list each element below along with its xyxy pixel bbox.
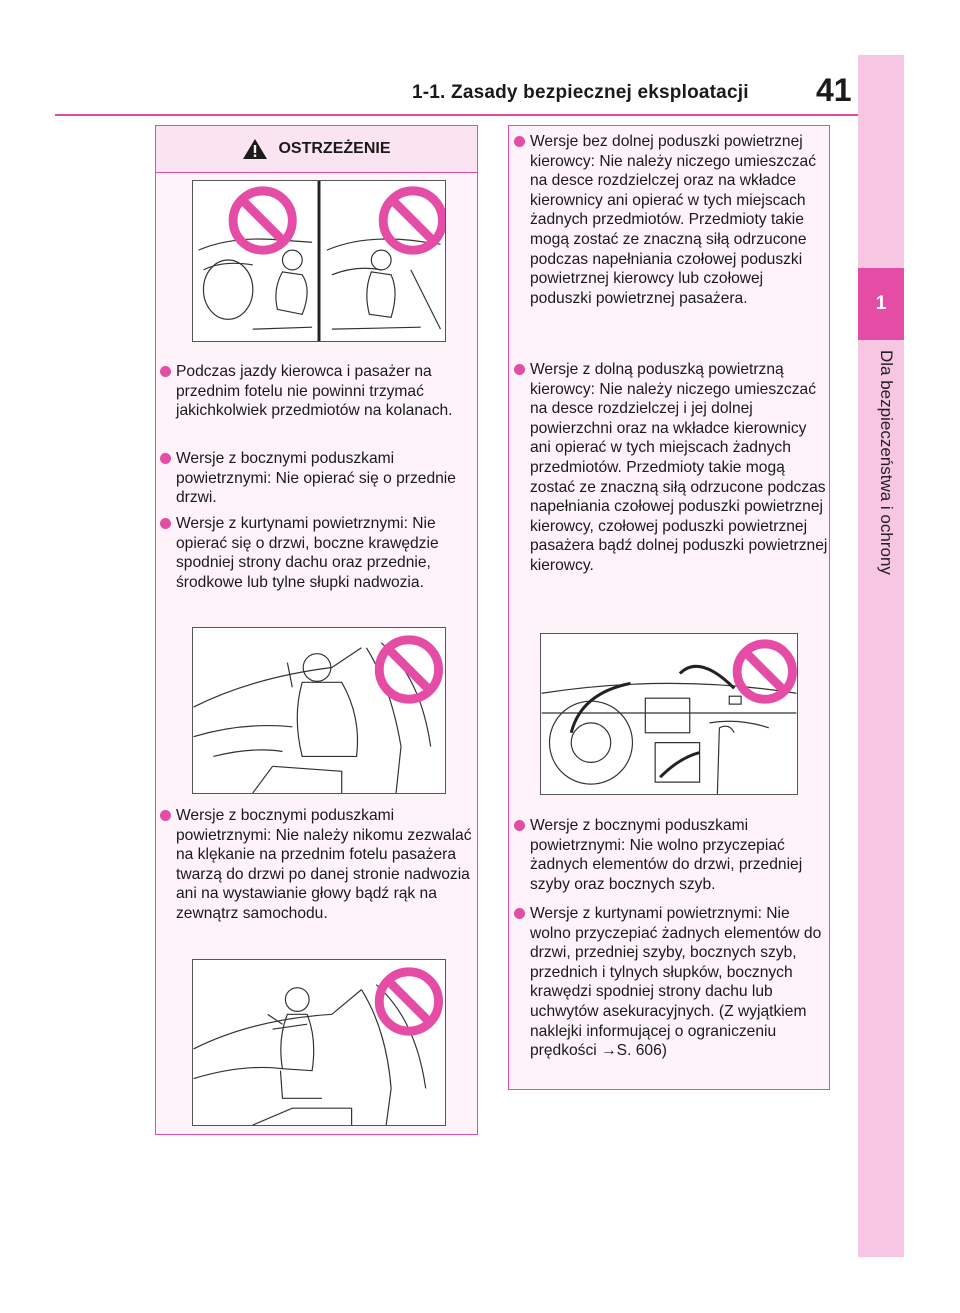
warning-item: Wersje z dolną poduszką powietrzną kierowcy: Nie należy niczego umieszczać na desce rozdzielczej i jej dolnej powierzchni oraz na wkładce kierownicy ani opierać w tych miejscach żadnych przedmiotów. Przedmioty takie mogą zostać ze znaczną siłą odrzucone podczas napełniania czołowej poduszki powietrznej kierowcy, czołowej poduszki powietrznej pasażera bądź dolnej poduszki powietrznej kierowcy. [514,360,828,576]
bullet-dot-icon [160,453,171,464]
prohibition-icon [379,640,438,699]
illustration-occupants-holding-items [193,181,445,341]
prohibition-icon [383,191,442,250]
chapter-label: Dla bezpieczeństwa i ochrony [877,350,896,575]
warning-item: Wersje z kurtynami powietrznymi: Nie opierać się o drzwi, boczne krawędzie spodniej strony dachu oraz przednie, środkowe lub tylne słupki nadwozia. [160,514,476,592]
warning-item: Wersje z bocznymi poduszkami powietrznymi: Nie należy nikomu zezwalać na klękanie na przednim fotelu pasażera twarzą do drzwi po danej stronie nadwozia ani na wystawianie głowy bądź rąk na zewnątrz samochodu. [160,806,476,924]
warning-header [156,126,477,173]
bullet-dot-icon [514,364,525,375]
warning-item: Wersje z kurtynami powietrznymi: Nie wolno przyczepiać żadnych elementów do drzwi, przedniej szyby, bocznych szyb, przednich i tylnych słupków, bocznych krawędzi spodniej strony dachu lub uchwytów asekuracyjnych. (Z wyjątkiem naklejki informującej o ograniczeniu prędkości →S. 606) [514,904,828,1061]
warning-item: Wersje z bocznymi poduszkami powietrznymi: Nie opierać się o przednie drzwi. [160,449,476,508]
page-number: 41 [816,72,852,108]
warning-heading: OSTRZEŻENIE [278,140,391,157]
figure-items-on-lap [192,180,446,342]
prohibition-icon [737,644,792,699]
prohibition-icon [379,972,438,1031]
bullet-dot-icon [514,820,525,831]
warning-item: Podczas jazdy kierowca i pasażer na przednim fotelu nie powinni trzymać jakichkolwiek przedmiotów na kolanach. [160,362,476,421]
chapter-number-tab[interactable]: 1 [858,268,904,340]
bullet-dot-icon [160,518,171,529]
bullet-dot-icon [160,810,171,821]
figure-dashboard-objects [540,633,798,795]
bullet-dot-icon [514,136,525,147]
warning-triangle-icon [242,138,268,160]
illustration-child-kneeling [193,960,445,1125]
section-title: 1-1. Zasady bezpiecznej eksploatacji [412,82,749,103]
warning-item: Wersje z bocznymi poduszkami powietrznymi: Nie wolno przyczepiać żadnych elementów do drzwi, przedniej szyby oraz bocznych szyb. [514,816,828,894]
bullet-dot-icon [514,908,525,919]
warning-item: Wersje bez dolnej poduszki powietrznej kierowcy: Nie należy niczego umieszczać na desce rozdzielczej oraz na wkładce kierownicy ani opierać w tych miejscach żadnych przedmiotów. Przedmioty takie mogą zostać ze znaczną siłą odrzucone podczas napełniania czołowej poduszki powietrznej kierowcy lub czołowej poduszki powietrznej pasażera. [514,132,828,308]
prohibition-icon [233,191,292,250]
figure-leaning-on-door [192,627,446,794]
figure-kneeling-on-seat [192,959,446,1126]
illustration-dashboard-items [541,634,797,794]
header-divider [55,114,858,116]
illustration-occupant-leaning-door [193,628,445,793]
bullet-dot-icon [160,366,171,377]
